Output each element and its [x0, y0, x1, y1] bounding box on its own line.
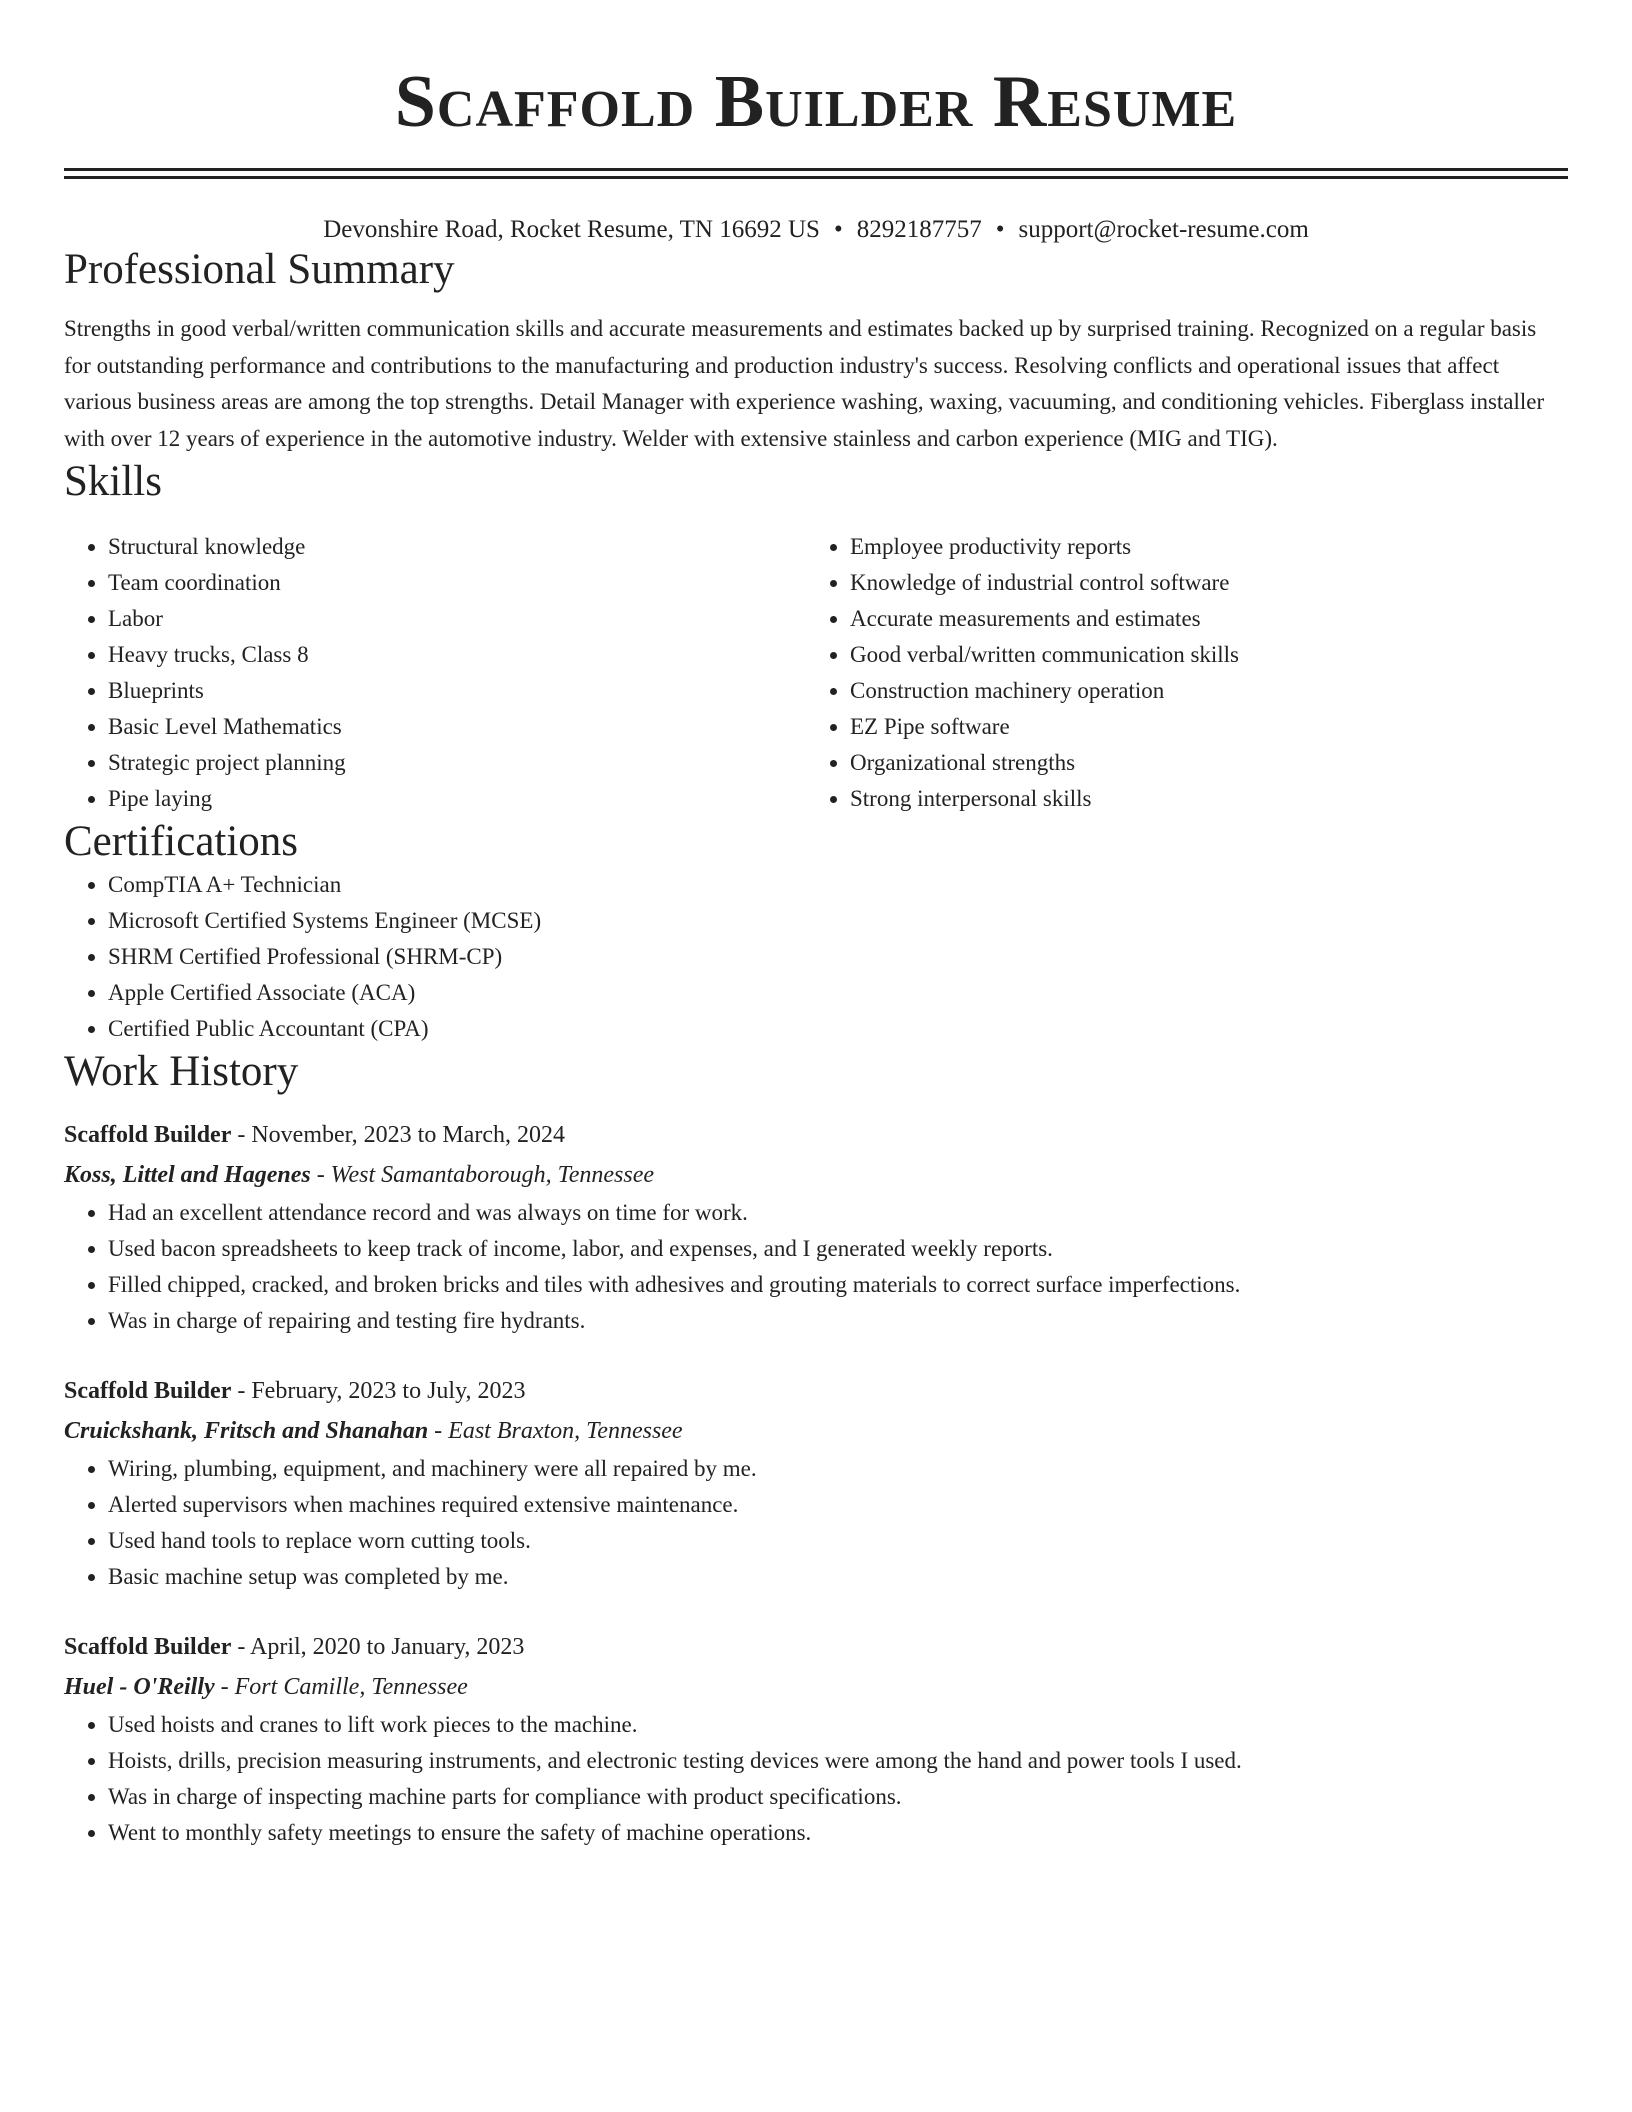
contact-separator: • — [833, 216, 843, 243]
job-duties-list — [64, 1195, 1568, 1339]
job-duty-item: • Hoists, drills, precision measuring instruments, and electronic testing devices were among the hand and power tools I used. — [108, 1743, 1568, 1779]
skill-item: • Structural knowledge — [108, 529, 806, 565]
job-company: Koss, Littel and Hagenes — [64, 1162, 311, 1188]
skills-grid — [64, 529, 1568, 817]
contact-line — [64, 215, 1568, 245]
skills-list-right — [806, 529, 1548, 817]
skill-item: • Knowledge of industrial control software — [850, 565, 1548, 601]
job-location: - West Samantaborough, Tennessee — [310, 1162, 655, 1188]
skills-column-right — [806, 529, 1548, 817]
job-entry — [64, 1115, 1568, 1339]
skill-item: • Blueprints — [108, 673, 806, 709]
job-duty-item: • Basic machine setup was completed by me. — [108, 1559, 1568, 1595]
job-duty-item: • Was in charge of repairing and testing fire hydrants. — [108, 1303, 1568, 1339]
skill-item: • Organizational strengths — [850, 745, 1548, 781]
job-duties-list — [64, 1707, 1568, 1851]
certifications-heading: Certifications — [64, 818, 299, 865]
contact-email: support@rocket-resume.com — [1018, 216, 1309, 243]
skill-item: • Team coordination — [108, 565, 806, 601]
job-dates: - November, 2023 to March, 2024 — [231, 1122, 565, 1148]
job-header — [64, 1371, 1568, 1411]
job-duties-list — [64, 1451, 1568, 1595]
resume-page — [64, 0, 1568, 1851]
certifications-list — [64, 867, 1568, 1047]
contact-address: Devonshire Road, Rocket Resume, TN 16692 US — [323, 216, 820, 243]
skills-list-left — [64, 529, 806, 817]
work-history-heading: Work History — [64, 1048, 299, 1095]
skill-item: • Heavy trucks, Class 8 — [108, 637, 806, 673]
job-entry — [64, 1627, 1568, 1851]
skills-heading: Skills — [64, 458, 162, 505]
job-company: Cruickshank, Fritsch and Shanahan — [64, 1418, 429, 1444]
skill-item: • EZ Pipe software — [850, 709, 1548, 745]
summary-heading: Professional Summary — [64, 246, 455, 293]
contact-separator: • — [995, 216, 1005, 243]
job-dates: - February, 2023 to July, 2023 — [231, 1378, 526, 1404]
job-employer — [64, 1411, 1568, 1451]
skill-item: • Strategic project planning — [108, 745, 806, 781]
job-duty-item: • Used hand tools to replace worn cutting tools. — [108, 1523, 1568, 1559]
job-role: Scaffold Builder — [64, 1122, 232, 1148]
skill-item: • Strong interpersonal skills — [850, 781, 1548, 817]
job-role: Scaffold Builder — [64, 1634, 232, 1660]
job-duty-item: • Used bacon spreadsheets to keep track of income, labor, and expenses, and I generated weekly reports. — [108, 1231, 1568, 1267]
job-duty-item: • Had an excellent attendance record and was always on time for work. — [108, 1195, 1568, 1231]
summary-text: Strengths in good verbal/written communication skills and accurate measurements and estimates backed up by surprised training. Recognized on a regular basis for outstanding performance and contributions to the manufacturing and production industry's success. Resolving conflicts and operational issues that affect various business areas are among the top strengths. Detail Manager with experience washing, waxing, vacuuming, and conditioning vehicles. Fiberglass installer with over 12 years of experience in the automotive industry. Welder with extensive stainless and carbon experience (MIG and TIG). — [64, 316, 1545, 451]
job-duty-item: • Went to monthly safety meetings to ensure the safety of machine operations. — [108, 1815, 1568, 1851]
job-duty-item: • Filled chipped, cracked, and broken bricks and tiles with adhesives and grouting materials to correct surface imperfections. — [108, 1267, 1568, 1303]
job-role: Scaffold Builder — [64, 1378, 232, 1404]
job-duty-item: • Used hoists and cranes to lift work pieces to the machine. — [108, 1707, 1568, 1743]
skill-item: • Accurate measurements and estimates — [850, 601, 1548, 637]
contact-phone: 8292187757 — [856, 216, 982, 243]
job-duty-item: • Alerted supervisors when machines required extensive maintenance. — [108, 1487, 1568, 1523]
job-location: - Fort Camille, Tennessee — [214, 1674, 468, 1700]
skill-item: • Employee productivity reports — [850, 529, 1548, 565]
certification-item: • Microsoft Certified Systems Engineer (MCSE) — [108, 903, 1568, 939]
certification-item: • Apple Certified Associate (ACA) — [108, 975, 1568, 1011]
job-employer — [64, 1155, 1568, 1195]
job-header — [64, 1627, 1568, 1667]
skill-item: • Construction machinery operation — [850, 673, 1548, 709]
skills-column-left — [64, 529, 806, 817]
job-entry — [64, 1371, 1568, 1595]
certification-item: • SHRM Certified Professional (SHRM-CP) — [108, 939, 1568, 975]
certification-item: • CompTIA A+ Technician — [108, 867, 1568, 903]
certification-item: • Certified Public Accountant (CPA) — [108, 1011, 1568, 1047]
title-divider — [64, 168, 1568, 179]
job-duty-item: • Was in charge of inspecting machine parts for compliance with product specifications. — [108, 1779, 1568, 1815]
job-location: - East Braxton, Tennessee — [428, 1418, 683, 1444]
skill-item: • Good verbal/written communication skills — [850, 637, 1548, 673]
skill-item: • Basic Level Mathematics — [108, 709, 806, 745]
job-dates: - April, 2020 to January, 2023 — [231, 1634, 525, 1660]
job-duty-item: • Wiring, plumbing, equipment, and machinery were all repaired by me. — [108, 1451, 1568, 1487]
job-header — [64, 1115, 1568, 1155]
skill-item: • Pipe laying — [108, 781, 806, 817]
resume-title: Scaffold Builder Resume — [394, 61, 1238, 143]
job-employer — [64, 1667, 1568, 1707]
skill-item: • Labor — [108, 601, 806, 637]
job-company: Huel - O'Reilly — [64, 1674, 215, 1700]
